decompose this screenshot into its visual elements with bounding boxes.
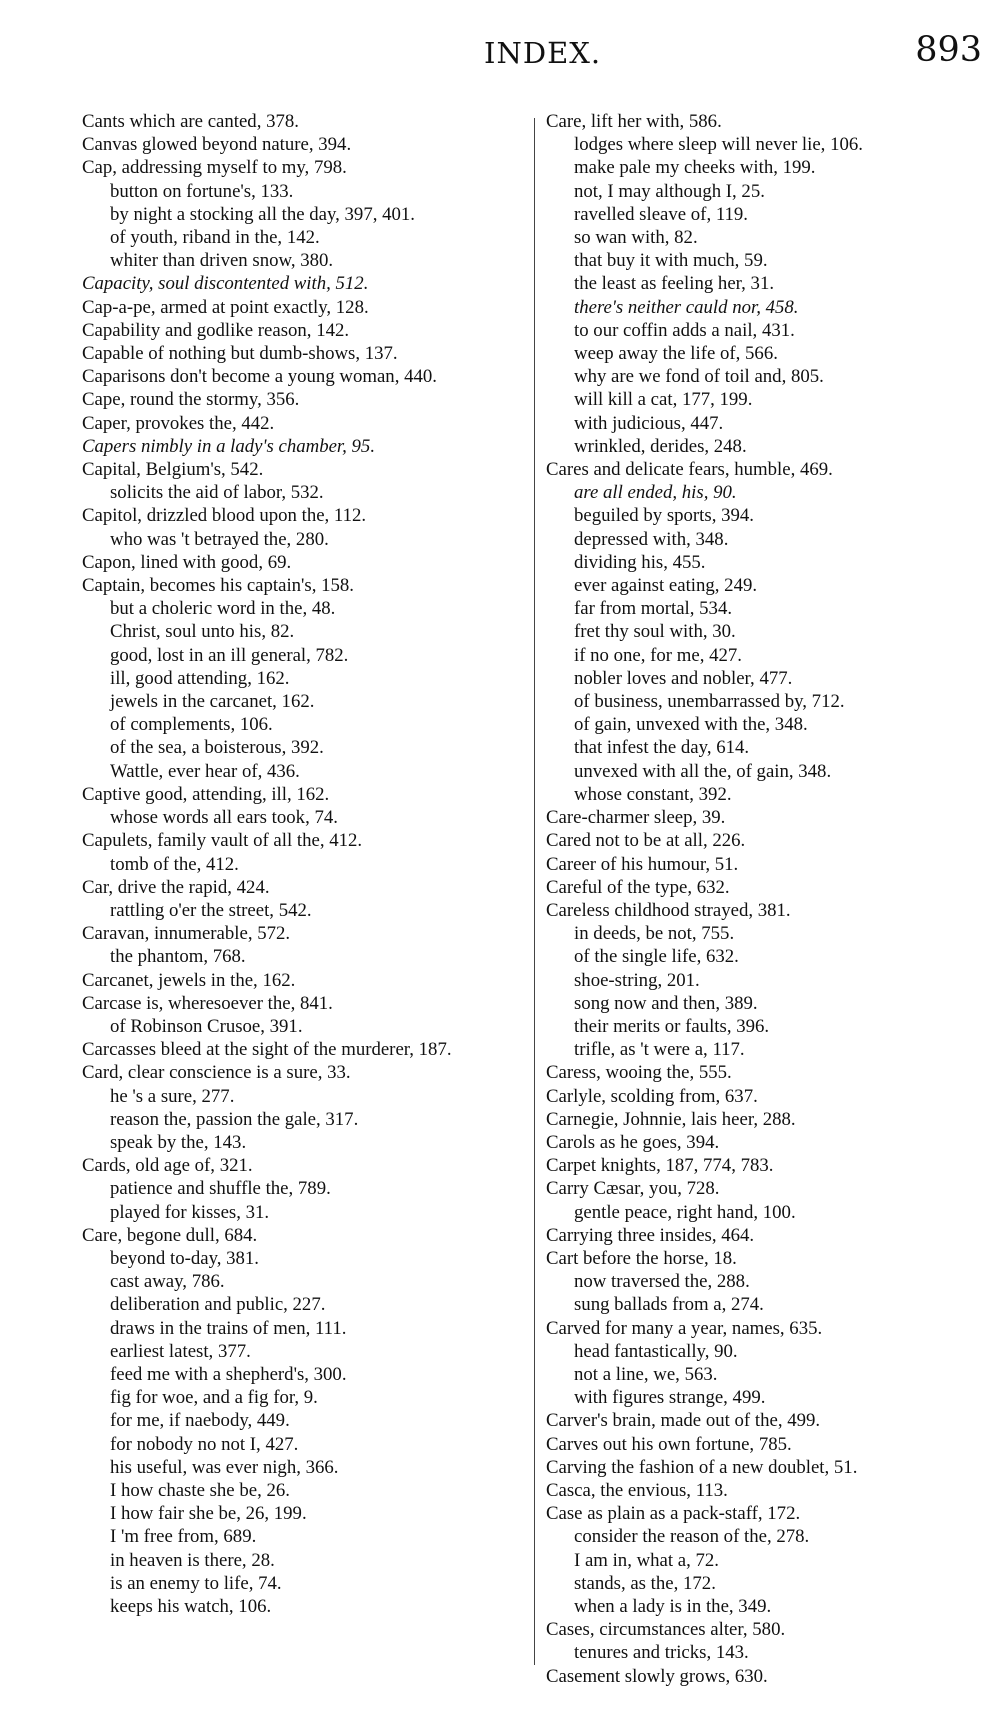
- index-entry: Cap, addressing myself to my, 798.: [82, 157, 347, 179]
- index-subentry: but a choleric word in the, 48.: [110, 598, 336, 620]
- index-subentry: now traversed the, 288.: [574, 1271, 750, 1293]
- index-subentry: reason the, passion the gale, 317.: [110, 1108, 359, 1130]
- index-subentry: unvexed with all the, of gain, 348.: [574, 760, 832, 782]
- index-subentry: feed me with a shepherd's, 300.: [110, 1363, 347, 1385]
- index-subentry: of gain, unvexed with the, 348.: [574, 714, 808, 736]
- index-entry: Carcanet, jewels in the, 162.: [82, 969, 296, 991]
- index-entry: Careful of the type, 632.: [546, 876, 730, 898]
- index-subentry: for nobody no not I, 427.: [110, 1433, 299, 1455]
- index-subentry: sung ballads from a, 274.: [574, 1294, 764, 1316]
- index-entry: Carnegie, Johnnie, lais heer, 288.: [546, 1108, 796, 1130]
- index-subentry: song now and then, 389.: [574, 992, 758, 1014]
- index-subentry: are all ended, his, 90.: [574, 482, 737, 504]
- index-subentry: stands, as the, 172.: [574, 1572, 716, 1594]
- index-entry: Capability and godlike reason, 142.: [82, 319, 350, 341]
- index-subentry: there's neither cauld nor, 458.: [574, 296, 799, 318]
- index-entry: Cap-a-pe, armed at point exactly, 128.: [82, 296, 369, 318]
- index-subentry: their merits or faults, 396.: [574, 1015, 770, 1037]
- index-subentry: I 'm free from, 689.: [110, 1526, 257, 1548]
- index-subentry: good, lost in an ill general, 782.: [110, 644, 349, 666]
- index-entry: Caper, provokes the, 442.: [82, 412, 275, 434]
- index-entry: Caress, wooing the, 555.: [546, 1062, 732, 1084]
- index-subentry: patience and shuffle the, 789.: [110, 1178, 331, 1200]
- index-subentry: cast away, 786.: [110, 1271, 225, 1293]
- index-subentry: in deeds, be not, 755.: [574, 923, 735, 945]
- index-subentry: I am in, what a, 72.: [574, 1549, 719, 1571]
- index-subentry: ever against eating, 249.: [574, 575, 758, 597]
- index-subentry: if no one, for me, 427.: [574, 644, 742, 666]
- index-subentry: ravelled sleave of, 119.: [574, 203, 749, 225]
- index-entry: Cards, old age of, 321.: [82, 1155, 253, 1177]
- index-entry: Carpet knights, 187, 774, 783.: [546, 1155, 774, 1177]
- column-divider: [534, 118, 535, 1665]
- index-subentry: with judicious, 447.: [574, 412, 724, 434]
- index-subentry: trifle, as 't were a, 117.: [574, 1039, 745, 1061]
- index-subentry: so wan with, 82.: [574, 227, 698, 249]
- index-subentry: Wattle, ever hear of, 436.: [110, 760, 300, 782]
- index-subentry: when a lady is in the, 349.: [574, 1596, 772, 1617]
- index-subentry: is an enemy to life, 74.: [110, 1572, 282, 1594]
- index-entry: Carrying three insides, 464.: [546, 1224, 755, 1246]
- index-subentry: solicits the aid of labor, 532.: [110, 482, 324, 504]
- index-subentry: will kill a cat, 177, 199.: [574, 389, 753, 411]
- index-subentry: fret thy soul with, 30.: [574, 621, 736, 643]
- index-entry: Carves out his own fortune, 785.: [546, 1433, 792, 1455]
- index-subentry: shoe-string, 201.: [574, 969, 700, 991]
- running-head: [0, 30, 1000, 80]
- index-entry: Captain, becomes his captain's, 158.: [82, 575, 354, 597]
- index-entry: Cares and delicate fears, humble, 469.: [546, 459, 833, 481]
- index-entry: Car, drive the rapid, 424.: [82, 876, 270, 898]
- page-title: INDEX.: [484, 36, 602, 70]
- index-subentry: why are we fond of toil and, 805.: [574, 366, 824, 388]
- index-subentry: of business, unembarrassed by, 712.: [574, 691, 845, 713]
- index-subentry: not, I may although I, 25.: [574, 180, 765, 202]
- index-column-left: [82, 110, 522, 1618]
- index-entry: Capitol, drizzled blood upon the, 112.: [82, 505, 367, 527]
- index-entry: Carcase is, wheresoever the, 841.: [82, 992, 333, 1014]
- index-entry: Cape, round the stormy, 356.: [82, 389, 300, 411]
- index-entry: Cared not to be at all, 226.: [546, 830, 746, 852]
- index-subentry: speak by the, 143.: [110, 1131, 247, 1153]
- index-entry: Capital, Belgium's, 542.: [82, 459, 264, 481]
- page-number: 893: [915, 30, 982, 70]
- index-subentry: I how chaste she be, 26.: [110, 1479, 290, 1501]
- index-subentry: fig for woe, and a fig for, 9.: [110, 1387, 318, 1409]
- index-subentry: head fantastically, 90.: [574, 1340, 738, 1362]
- index-subentry: nobler loves and nobler, 477.: [574, 667, 793, 689]
- index-subentry: rattling o'er the street, 542.: [110, 899, 312, 921]
- index-entry: Capacity, soul discontented with, 512.: [82, 273, 369, 295]
- index-subentry: wrinkled, derides, 248.: [574, 435, 747, 457]
- index-subentry: whiter than driven snow, 380.: [110, 250, 334, 272]
- index-entry: Careless childhood strayed, 381.: [546, 899, 791, 921]
- index-column-right: [546, 110, 986, 1688]
- index-entry: Canvas glowed beyond nature, 394.: [82, 134, 352, 156]
- index-subentry: dividing his, 455.: [574, 551, 706, 573]
- index-subentry: played for kisses, 31.: [110, 1201, 270, 1223]
- index-subentry: tomb of the, 412.: [110, 853, 239, 875]
- index-subentry: that buy it with much, 59.: [574, 250, 768, 272]
- index-subentry: for me, if naebody, 449.: [110, 1410, 290, 1432]
- index-subentry: button on fortune's, 133.: [110, 180, 294, 202]
- index-subentry: I how fair she be, 26, 199.: [110, 1503, 307, 1525]
- index-subentry: weep away the life of, 566.: [574, 343, 778, 365]
- index-entry: Career of his humour, 51.: [546, 853, 739, 875]
- index-subentry: he 's a sure, 277.: [110, 1085, 235, 1107]
- index-entry: Care-charmer sleep, 39.: [546, 807, 726, 829]
- index-subentry: whose constant, 392.: [574, 783, 732, 805]
- index-subentry: consider the reason of the, 278.: [574, 1526, 810, 1548]
- index-subentry: gentle peace, right hand, 100.: [574, 1201, 796, 1223]
- index-entry: Carry Cæsar, you, 728.: [546, 1178, 720, 1200]
- index-subentry: not a line, we, 563.: [574, 1363, 718, 1385]
- index-entry: Caparisons don't become a young woman, 440.: [82, 366, 437, 388]
- index-subentry: of the sea, a boisterous, 392.: [110, 737, 324, 759]
- index-entry: Case as plain as a pack-staff, 172.: [546, 1503, 801, 1525]
- index-entry: Cases, circumstances alter, 580.: [546, 1619, 786, 1641]
- index-subentry: keeps his watch, 106.: [110, 1596, 272, 1617]
- index-subentry: with figures strange, 499.: [574, 1387, 766, 1409]
- index-entry: Card, clear conscience is a sure, 33.: [82, 1062, 351, 1084]
- index-subentry: the least as feeling her, 31.: [574, 273, 775, 295]
- index-subentry: in heaven is there, 28.: [110, 1549, 275, 1571]
- index-entry: Carver's brain, made out of the, 499.: [546, 1410, 821, 1432]
- index-entry: Carcasses bleed at the sight of the murderer, 187.: [82, 1039, 452, 1061]
- index-subentry: that infest the day, 614.: [574, 737, 750, 759]
- index-subentry: Christ, soul unto his, 82.: [110, 621, 295, 643]
- index-entry: Casement slowly grows, 630.: [546, 1665, 768, 1687]
- index-subentry: by night a stocking all the day, 397, 401.: [110, 203, 415, 225]
- index-entry: Care, begone dull, 684.: [82, 1224, 258, 1246]
- index-subentry: draws in the trains of men, 111.: [110, 1317, 347, 1339]
- index-subentry: the phantom, 768.: [110, 946, 246, 968]
- index-subentry: make pale my cheeks with, 199.: [574, 157, 816, 179]
- index-entry: Carlyle, scolding from, 637.: [546, 1085, 758, 1107]
- index-entry: Cants which are canted, 378.: [82, 111, 299, 132]
- index-subentry: of youth, riband in the, 142.: [110, 227, 320, 249]
- index-entry: Care, lift her with, 586.: [546, 111, 722, 132]
- index-entry: Carols as he goes, 394.: [546, 1131, 720, 1153]
- index-subentry: jewels in the carcanet, 162.: [110, 691, 315, 713]
- index-subentry: deliberation and public, 227.: [110, 1294, 326, 1316]
- index-subentry: beyond to-day, 381.: [110, 1247, 260, 1269]
- index-subentry: of the single life, 632.: [574, 946, 739, 968]
- index-subentry: far from mortal, 534.: [574, 598, 733, 620]
- index-entry: Casca, the envious, 113.: [546, 1479, 728, 1501]
- index-subentry: lodges where sleep will never lie, 106.: [574, 134, 863, 156]
- index-subentry: his useful, was ever nigh, 366.: [110, 1456, 339, 1478]
- index-entry: Caravan, innumerable, 572.: [82, 923, 291, 945]
- index-entry: Carving the fashion of a new doublet, 51.: [546, 1456, 858, 1478]
- index-subentry: of Robinson Crusoe, 391.: [110, 1015, 303, 1037]
- index-subentry: ill, good attending, 162.: [110, 667, 290, 689]
- index-entry: Capers nimbly in a lady's chamber, 95.: [82, 435, 376, 457]
- index-subentry: whose words all ears took, 74.: [110, 807, 338, 829]
- index-entry: Cart before the horse, 18.: [546, 1247, 737, 1269]
- index-subentry: beguiled by sports, 394.: [574, 505, 754, 527]
- index-subentry: earliest latest, 377.: [110, 1340, 251, 1362]
- index-subentry: tenures and tricks, 143.: [574, 1642, 749, 1664]
- index-subentry: of complements, 106.: [110, 714, 273, 736]
- index-entry: Capon, lined with good, 69.: [82, 551, 292, 573]
- index-entry: Carved for many a year, names, 635.: [546, 1317, 823, 1339]
- index-subentry: depressed with, 348.: [574, 528, 729, 550]
- index-subentry: to our coffin adds a nail, 431.: [574, 319, 795, 341]
- index-entry: Capable of nothing but dumb-shows, 137.: [82, 343, 398, 365]
- index-subentry: who was 't betrayed the, 280.: [110, 528, 329, 550]
- index-entry: Capulets, family vault of all the, 412.: [82, 830, 363, 852]
- index-entry: Captive good, attending, ill, 162.: [82, 783, 330, 805]
